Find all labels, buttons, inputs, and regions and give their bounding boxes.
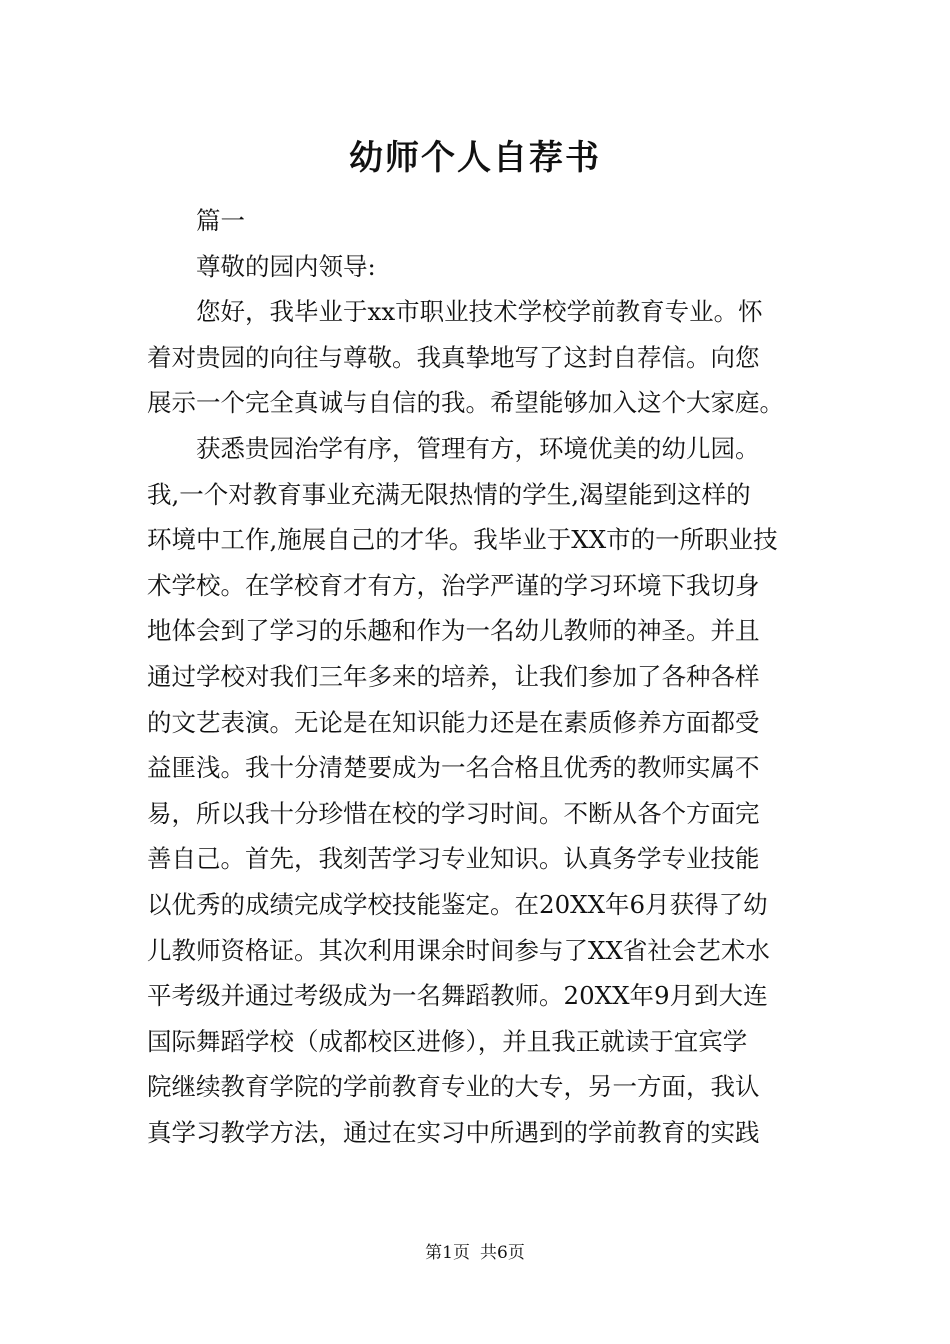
page-footer — [0, 1241, 950, 1265]
text-line: 以优秀的成绩完成学校技能鉴定。在20XX年6月获得了幼 — [147, 889, 768, 919]
text-line: 真学习教学方法，通过在实习中所遇到的学前教育的实践 — [147, 1117, 760, 1147]
text-line: 国际舞蹈学校（成都校区进修），并且我正就读于宜宾学 — [147, 1026, 748, 1056]
document-body — [147, 198, 807, 1155]
text-line: 展示一个完全真诚与自信的我。希望能够加入这个大家庭。 — [147, 388, 784, 418]
text-line: 地体会到了学习的乐趣和作为一名幼儿教师的神圣。并且 — [147, 616, 760, 646]
text-line: 获悉贵园治学有序，管理有方，环境优美的幼儿园。 — [196, 433, 760, 463]
text-line: 篇一 — [196, 206, 245, 235]
text-line: 善自己。首先，我刻苦学习专业知识。认真务学专业技能 — [147, 844, 760, 874]
text-line: 儿教师资格证。其次利用课余时间参与了XX省社会艺术水 — [147, 935, 770, 965]
page-number: 第1页 — [425, 1243, 470, 1263]
text-line: 您好，我毕业于xx市职业技术学校学前教育专业。怀 — [196, 297, 763, 327]
document-title: 幼师个人自荐书 — [349, 138, 601, 178]
page-total: 共6页 — [480, 1243, 525, 1263]
text-line: 院继续教育学院的学前教育专业的大专，另一方面，我认 — [147, 1072, 760, 1102]
text-line: 的文艺表演。无论是在知识能力还是在素质修养方面都受 — [147, 707, 760, 737]
text-line: 尊敬的园内领导: — [196, 251, 376, 281]
text-line: 环境中工作,施展自己的才华。我毕业于XX市的一所职业技 — [147, 525, 778, 555]
text-line: 着对贵园的向往与尊敬。我真挚地写了这封自荐信。向您 — [147, 342, 760, 372]
text-line: 术学校。在学校育才有方，治学严谨的学习环境下我切身 — [147, 570, 760, 600]
text-line: 益匪浅。我十分清楚要成为一名合格且优秀的教师实属不 — [147, 753, 760, 783]
text-line: 通过学校对我们三年多来的培养，让我们参加了各种各样 — [147, 661, 760, 691]
text-line: 平考级并通过考级成为一名舞蹈教师。20XX年9月到大连 — [147, 981, 768, 1011]
text-line: 我,一个对教育事业充满无限热情的学生,渴望能到这样的 — [147, 479, 751, 509]
text-line: 易，所以我十分珍惜在校的学习时间。不断从各个方面完 — [147, 798, 760, 828]
